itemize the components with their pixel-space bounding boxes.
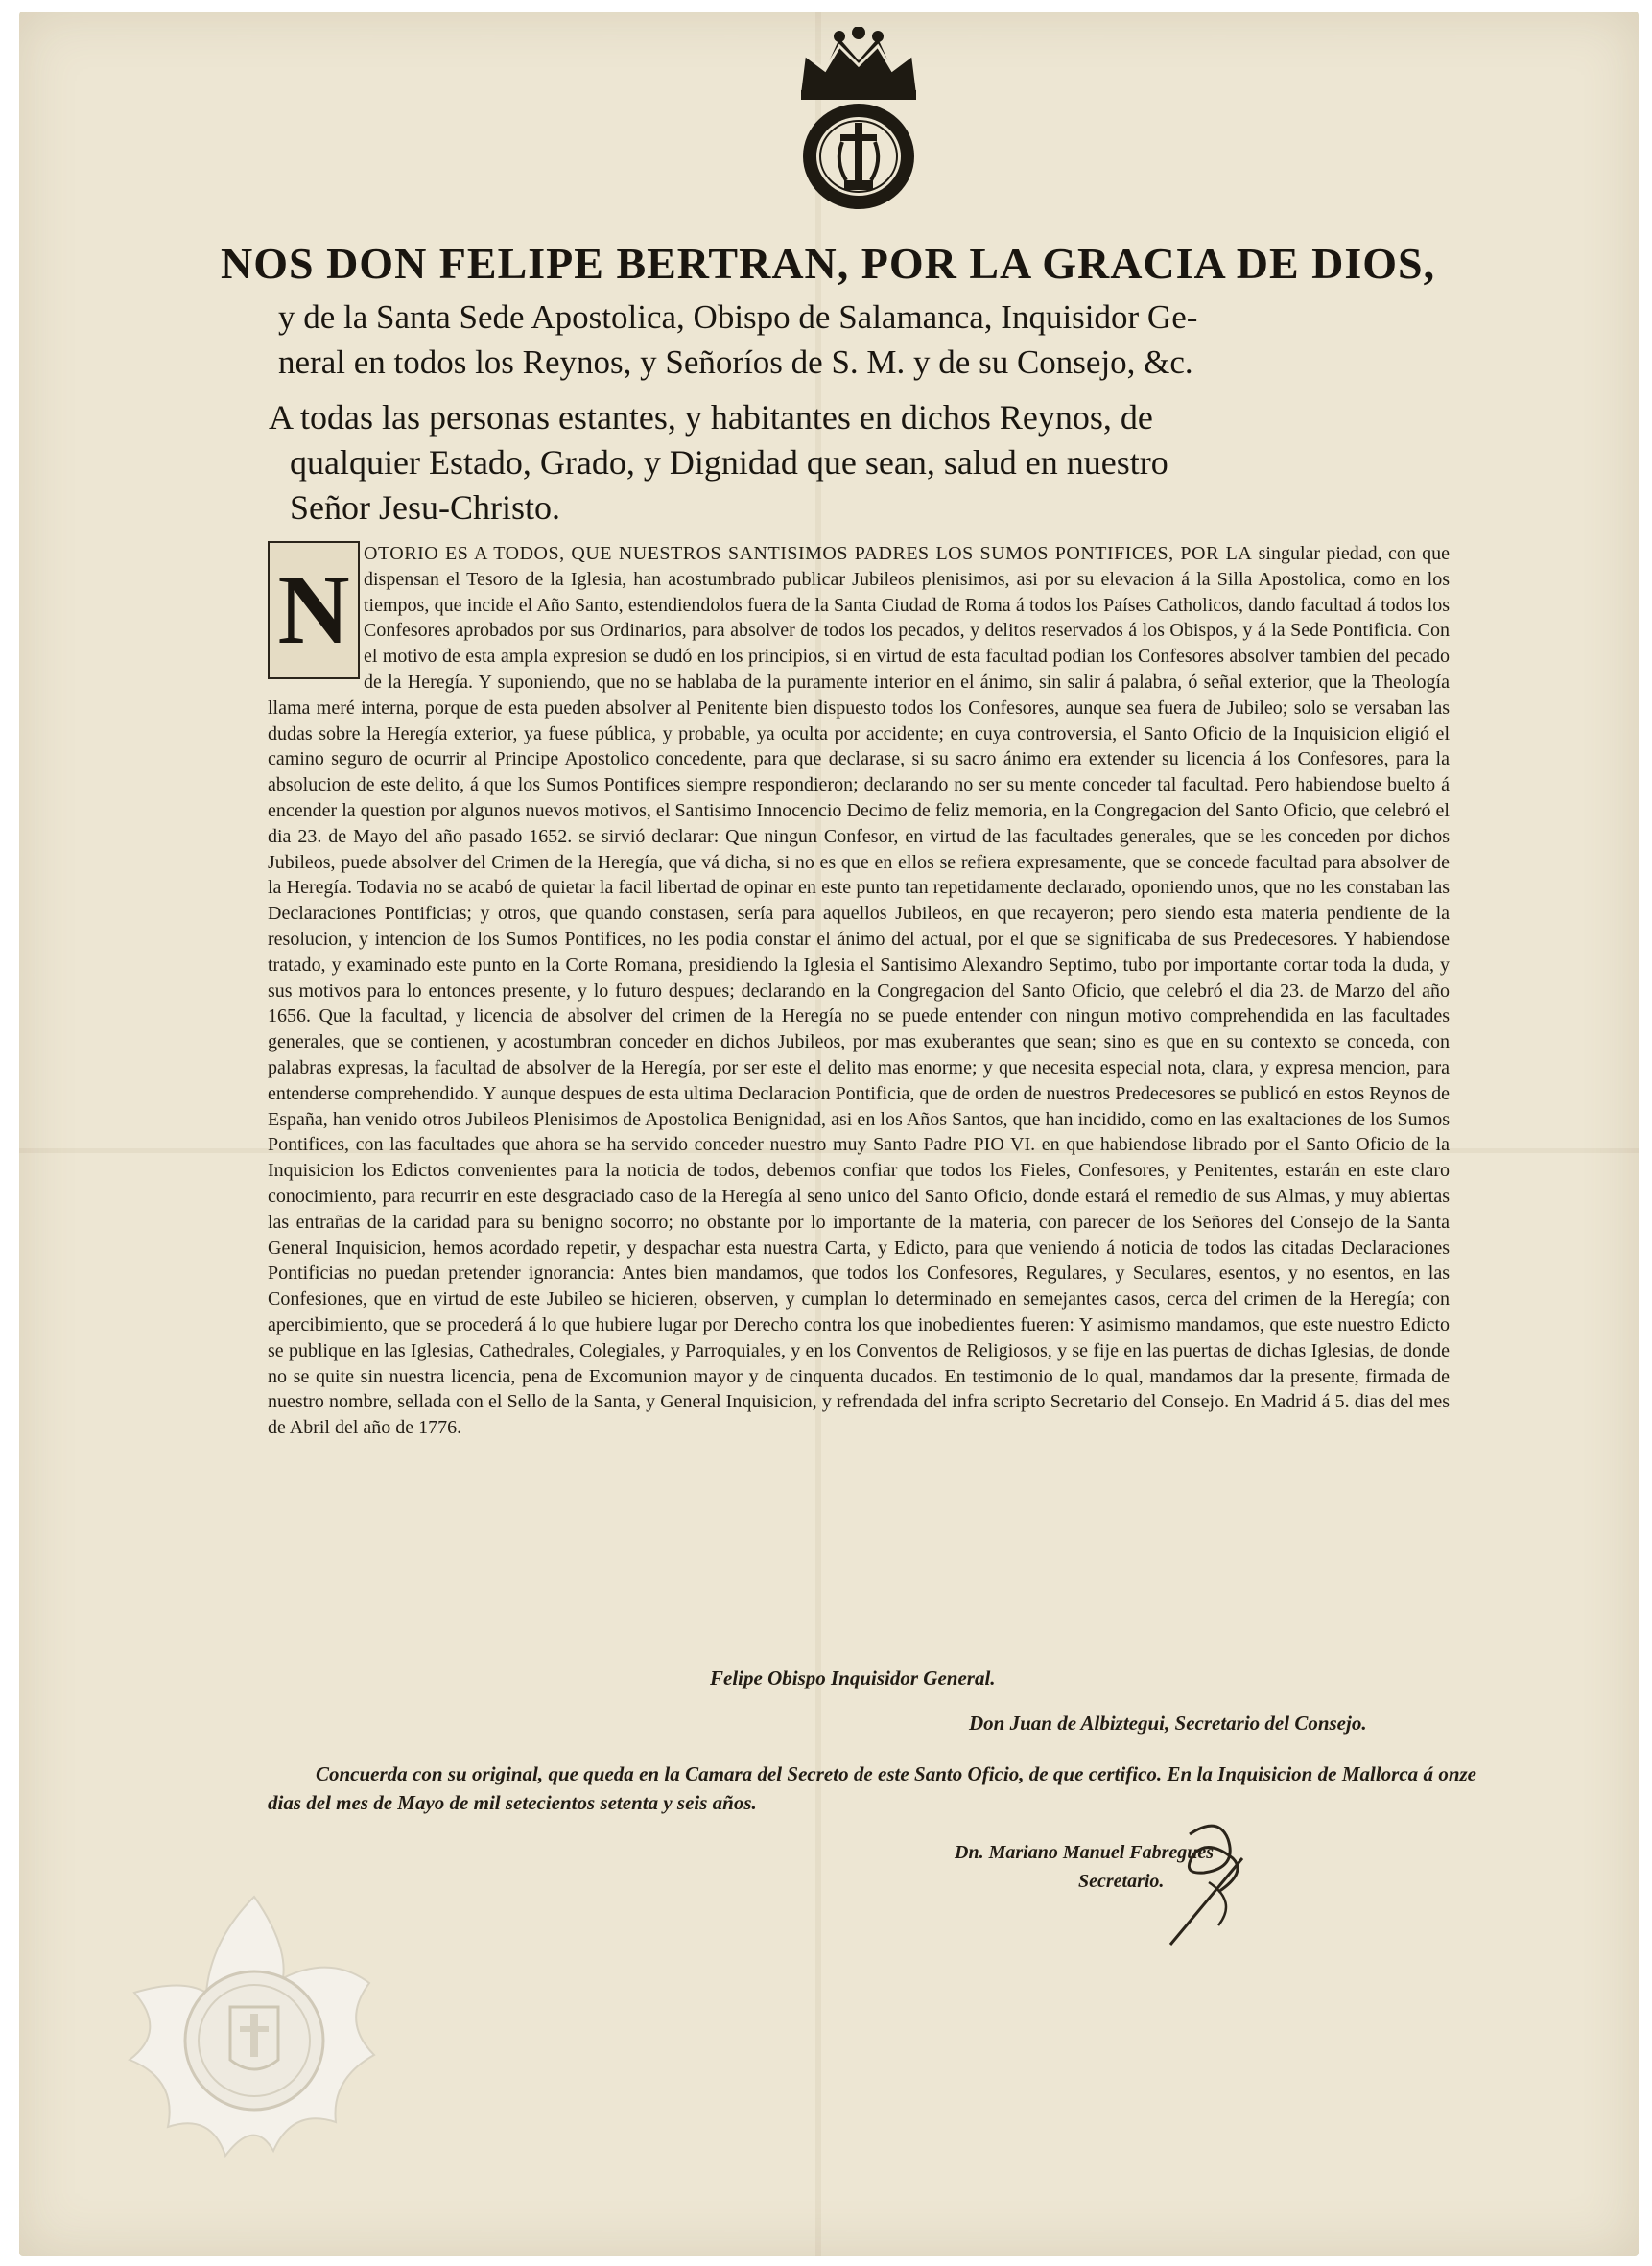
edict-opening: OTORIO ES A TODOS, QUE NUESTROS SANTISIMOS PADRES LOS SUMOS PONTIFICES, POR LA — [364, 543, 1253, 564]
salutation-line: Señor Jesu-Christo. — [290, 488, 560, 527]
salutation — [269, 395, 1516, 531]
handwritten-rubric-icon — [1151, 1815, 1276, 1949]
certification-text: Concuerda con su original, que queda en la Camara del Secreto de este Santo Oficio, de que certifico. En la Inquisicion de Mallorca á onze dias del mes de Mayo de mil setecientos setenta y seis años. — [268, 1762, 1476, 1814]
certifier-name: Dn. Mariano Manuel Fabregues — [955, 1842, 1215, 1863]
initial-spacer — [268, 541, 364, 680]
initial-letter: N — [277, 555, 350, 665]
salutation-line: A todas las personas estantes, y habitantes en dichos Reynos, de — [269, 398, 1153, 437]
royal-crest-icon — [787, 27, 931, 214]
issuer-title-line: neral en todos los Reynos, y Señoríos de S. M. y de su Consejo, &c. — [278, 343, 1193, 381]
edict-text: singular piedad, con que dispensan el Tesoro de la Iglesia, han acostumbrado publicar Jubileos plenisimos, asi por su elevacion á la Silla Apostolica, como en los tiempos, que incide el Año Santo, estendiendolos fuera de la Santa Ciudad de Roma á todos los Países Catholicos, dando facultad á todos los Confesores aprobados por sus Ordinarios, para absolver de todos los pecados, y delitos reservados á los Obispos, y á la Sede Pontificia. Con el motivo de esta ampla expresion se dudó en los principios, si en virtud de esta facultad podian los Confesores absolver tambien del pecado de la Heregía. Y suponiendo, que no se hablaba de la puramente interior en el ánimo, sin salir á palabra, ó señal exterior, que la Theología llama meré interna, porque de esta pueden absolver al Penitente bien dispuesto todos los Confesores, aunque sea fuera de Jubileo; solo se versaban las dudas sobre la Heregía exterior, ya fuese pública, y probable, ya oculta por accidente; en cuya controversia, el Santo Oficio de la Inquisicion eligió el camino seguro de ocurrir al Principe Apostolico concedente, para que declarase, si su sacro ánimo era extender su licencia á los Confesores, para la absolucion de este delito, á que los Sumos Pontifices siempre respondieron; declarando no ser su mente conceder tal facultad. Pero habiendose buelto á encender la question por algunos nuevos motivos, el Santisimo Innocencio Decimo de feliz memoria, en la Congregacion del Santo Oficio, que celebró el dia 23. de Mayo del año pasado 1652. se sirvió declarar: Que ningun Confesor, en virtud de las facultades generales, que se les conceden por dichos Jubileos, puede absolver del Crimen de la Heregía, que vá dicha, si no es que en ellos se refiera expresamente, que se concede facultad para absolver de la Heregía. Todavia no se acabó de quietar la facil libertad de opinar en este punto tan repetidamente declarado, oponiendo unos, que no les constaban las Declaraciones Pontificias; y otros, que quando constasen, sería para aquellos Jubileos, en que recayeron; pero siendo esta materia pendiente de la resolucion, y intencion de los Sumos Pontifices, no les podia constar el ánimo del actual, por el que se significaba de sus Predecesores. Y habiendose tratado, y examinado este punto en la Corte Romana, presidiendo la Iglesia el Santisimo Alexandro Septimo, tubo por importante cortar toda la duda, y sus motivos para lo entonces presente, y lo futuro despues; declarando en la Congregacion del Santo Oficio, que celebró el dia 23. de Marzo del año 1656. Que la facultad, y licencia de absolver del crimen de la Heregía no se puede entender con ningun motivo comprehendida en las facultades generales, que se contienen, y acostumbran conceder en dichos Jubileos, por mas exuberantes que sean; sino es que en su contexto se conceda, con palabras expresas, la facultad de absolver de la Heregía, por ser este el delito mas enorme; y que necesita especial nota, clara, y expresa mencion, para entenderse comprehendido. Y aunque despues de esta ultima Declaracion Pontificia, que de orden de nuestros Predecesores se publicó en estos Reynos de España, han venido otros Jubileos Plenisimos de Apostolica Benignidad, asi en los Años Santos, que han incidido, como en las exaltaciones de los Sumos Pontifices, con las facultades que ahora se ha servido conceder nuestro muy Santo Padre PIO VI. en que habiendose librado por el Santo Oficio de la Inquisicion los Edictos convenientes para la noticia de todos, debemos confiar que todos los Fieles, Confesores, y Penitentes, estarán en este claro conocimiento, para recurrir en este desgraciado caso de la Heregía al seno unico del Santo Oficio, donde estará el remedio de sus Almas, y muy abiertas las entrañas de la caridad para su benigno socorro; no obstante por lo importante de la materia, con parecer de los Señores del Consejo de la Santa General Inquisicion, hemos acordado repetir, y despachar esta nuestra Carta, y Edicto, para que veniendo á noticia de todos las citadas Declaraciones Pontificias no puedan pretender ignorancia: Antes bien mandamos, que todos los Confesores, Regulares, y Seculares, esentos, y no esentos, en las Confesiones, que en virtud de este Jubileo se hicieren, observen, y cumplan lo determinado en semejantes casos, cerca del crimen de la Heregía; con apercibimiento, que se procederá á lo que hubiere lugar por Derecho contra los que inobedientes fueren: Y asimismo mandamos, que este nuestro Edicto se publique en las Iglesias, Cathedrales, Colegiales, y Parroquiales, y en los Conventos de Religiosos, y se fije en las puertas de dichas Iglesias, de donde no se quite sin nuestra licencia, pena de Excomunion mayor y de cinquenta ducados. En testimonio de lo qual, mandamos dar la presente, firmada de nuestro nombre, sellada con el Sello de la Santa, y General Inquisicion, y refrendada del infra scripto Secretario del Consejo. En Madrid á 5. dias del mes de Abril del año de 1776. — [268, 543, 1451, 1439]
inquisitor-signature: Felipe Obispo Inquisidor General. — [710, 1666, 996, 1689]
document-sheet — [19, 12, 1639, 2256]
certifier-title: Secretario. — [1078, 1871, 1165, 1892]
issuer-titles — [278, 295, 1516, 385]
edict-body — [268, 541, 1450, 1606]
secretary-signature: Don Juan de Albiztegui, Secretario del Consejo. — [969, 1711, 1367, 1735]
proclamation-title: NOS DON FELIPE BERTRAN, POR LA GRACIA DE DIOS, — [221, 239, 1436, 288]
paper-seal-icon — [110, 1887, 398, 2175]
issuer-title-line: y de la Santa Sede Apostolica, Obispo de Salamanca, Inquisidor Ge- — [278, 298, 1198, 336]
salutation-line: qualquier Estado, Grado, y Dignidad que sean, salud en nuestro — [290, 443, 1168, 482]
